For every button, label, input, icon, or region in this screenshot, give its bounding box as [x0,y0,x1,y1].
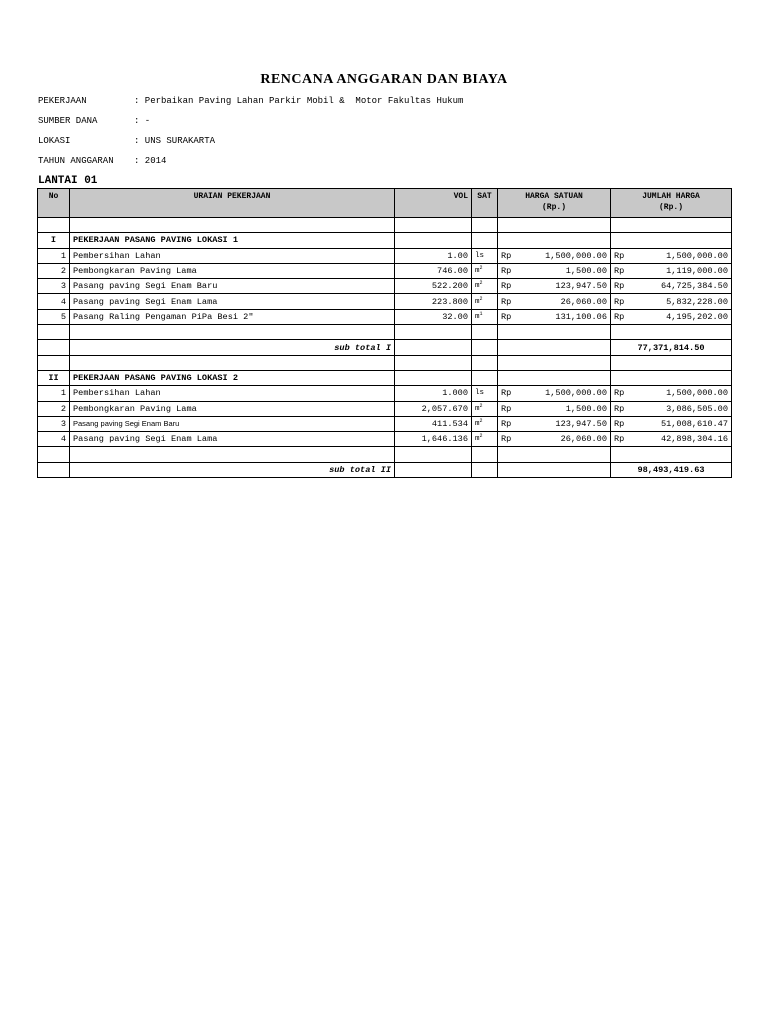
item-description: Pasang paving Segi Enam Baru [70,279,395,294]
currency-label: Rp [614,296,625,307]
meta-value: : - [134,116,151,126]
amount: 42,898,304.16 [660,434,728,445]
amount: 1,119,000.00 [666,266,728,277]
money-value [614,402,728,416]
money-value [501,279,607,293]
table-header-row [38,189,732,218]
empty-cell [70,325,395,340]
money-value [501,386,607,400]
unit-text: m [475,404,480,413]
col-header-harga-line2: (Rp.) [541,203,566,212]
unit-superscript: 2 [479,280,483,287]
currency-label: Rp [501,281,512,292]
empty-cell [498,370,611,385]
money-value [501,310,607,324]
currency-label: Rp [614,388,625,399]
item-unit [472,432,498,447]
money-value [501,432,607,446]
empty-cell [395,325,472,340]
item-description: Pasang Raling Pengaman PiPa Besi 2" [70,309,395,324]
subtotal-label: sub total I [70,340,395,355]
amount: 123,947.50 [555,419,607,429]
item-unit [472,248,498,263]
item-total-price [611,294,732,309]
item-volume: 746.00 [395,263,472,278]
empty-cell [611,325,732,340]
unit-text: ls [475,251,485,260]
item-total-price [611,386,732,401]
empty-cell [472,370,498,385]
item-description: Pembongkaran Paving Lama [70,401,395,416]
empty-cell [38,218,70,233]
item-unit-price [498,309,611,324]
item-unit-price [498,401,611,416]
empty-cell [38,447,70,462]
item-unit-price [498,386,611,401]
money-value [501,264,607,278]
amount: 1,500,000.00 [545,388,607,399]
item-unit [472,416,498,431]
meta-line [38,96,463,106]
item-unit-price [498,432,611,447]
amount: 26,060.00 [560,296,607,307]
money-value [614,417,728,431]
money-value [614,295,728,309]
empty-cell [472,355,498,370]
item-unit-price [498,294,611,309]
money-value [501,295,607,309]
subtotal-value: 98,493,419.63 [611,462,732,477]
amount: 26,060.00 [560,434,607,445]
item-unit [472,263,498,278]
item-unit [472,309,498,324]
empty-cell [472,233,498,248]
currency-label: Rp [501,266,512,277]
empty-cell [498,325,611,340]
col-header-vol: VOL [395,189,472,218]
empty-cell [395,340,472,355]
item-unit-price [498,416,611,431]
money-value [614,279,728,293]
item-number: 1 [38,386,70,401]
item-description: Pasang paving Segi Enam Lama [70,294,395,309]
empty-cell [395,355,472,370]
currency-label: Rp [614,403,625,414]
item-total-price [611,309,732,324]
currency-label: Rp [501,296,512,307]
empty-cell [498,233,611,248]
item-number: 5 [38,309,70,324]
meta-value: : UNS SURAKARTA [134,136,216,146]
meta-label: LOKASI [38,136,71,146]
empty-cell [395,370,472,385]
item-number: 3 [38,279,70,294]
amount: 131,100.06 [555,311,607,322]
subtotal-label: sub total II [70,462,395,477]
section-title: PEKERJAAN PASANG PAVING LOKASI 1 [70,233,395,248]
money-value [614,310,728,324]
empty-cell [498,447,611,462]
item-volume: 32.00 [395,309,472,324]
unit-text: m [475,420,480,428]
item-unit-price [498,279,611,294]
currency-label: Rp [501,388,512,399]
item-total-price [611,263,732,278]
item-number: 4 [38,294,70,309]
money-value [614,264,728,278]
unit-superscript: 2 [479,402,483,409]
empty-cell [611,370,732,385]
table-row [38,416,732,431]
floor-label: LANTAI 01 [38,175,98,187]
subtotal-row [38,340,732,355]
col-header-uraian: URAIAN PEKERJAAN [70,189,395,218]
empty-cell [395,218,472,233]
empty-cell [498,218,611,233]
empty-cell [611,355,732,370]
col-header-jumlah-line1: JUMLAH HARGA [642,192,700,201]
empty-cell [395,447,472,462]
amount: 5,832,228.00 [666,296,728,307]
budget-table [37,188,732,478]
section-title: PEKERJAAN PASANG PAVING LOKASI 2 [70,370,395,385]
currency-label: Rp [501,419,512,429]
empty-cell [472,218,498,233]
item-total-price [611,401,732,416]
empty-cell [472,462,498,477]
amount: 64,725,384.50 [660,281,728,292]
item-unit [472,386,498,401]
money-value [614,386,728,400]
col-header-jumlah [611,189,732,218]
empty-cell [395,462,472,477]
empty-cell [395,233,472,248]
empty-cell [472,325,498,340]
unit-superscript: 1 [479,310,483,317]
item-description: Pasang paving Segi Enam Baru [70,416,395,431]
section-number: I [38,233,70,248]
item-number: 3 [38,416,70,431]
currency-label: Rp [501,250,512,261]
amount: 51,008,610.47 [660,419,728,429]
money-value [614,432,728,446]
item-unit-price [498,263,611,278]
item-number: 1 [38,248,70,263]
empty-cell [70,355,395,370]
unit-superscript: 2 [479,433,483,440]
subtotal-row [38,462,732,477]
empty-cell [611,218,732,233]
item-volume: 1.00 [395,248,472,263]
item-unit [472,294,498,309]
empty-cell [38,325,70,340]
meta-label: TAHUN ANGGARAN [38,156,114,166]
item-unit [472,279,498,294]
empty-cell [38,340,70,355]
item-total-price [611,279,732,294]
table-row [38,248,732,263]
empty-cell [472,447,498,462]
meta-label: PEKERJAAN [38,96,87,106]
unit-text: m [475,312,480,321]
item-volume: 411.534 [395,416,472,431]
unit-text: ls [475,389,485,398]
item-total-price [611,248,732,263]
col-header-no: No [38,189,70,218]
currency-label: Rp [501,403,512,414]
item-volume: 522.200 [395,279,472,294]
table-row [38,279,732,294]
table-row [38,401,732,416]
currency-label: Rp [501,311,512,322]
empty-row [38,325,732,340]
amount: 1,500,000.00 [666,250,728,261]
item-description: Pembongkaran Paving Lama [70,263,395,278]
empty-cell [611,447,732,462]
item-unit-price [498,248,611,263]
empty-cell [611,233,732,248]
unit-text: m [475,435,480,444]
unit-superscript: 2 [479,295,483,302]
money-value [501,417,607,431]
empty-cell [498,462,611,477]
empty-cell [472,340,498,355]
unit-superscript: 2 [479,418,483,424]
subtotal-value: 77,371,814.50 [611,340,732,355]
item-number: 2 [38,401,70,416]
amount: 1,500,000.00 [666,388,728,399]
empty-cell [70,218,395,233]
item-number: 2 [38,263,70,278]
table-row [38,309,732,324]
col-header-harga-line1: HARGA SATUAN [525,192,583,201]
unit-text: m [475,267,480,276]
unit-superscript: 2 [479,265,483,272]
amount: 123,947.50 [555,281,607,292]
document-title: RENCANA ANGGARAN DAN BIAYA [260,72,508,87]
meta-line [38,136,215,146]
item-number: 4 [38,432,70,447]
item-volume: 1,646.136 [395,432,472,447]
currency-label: Rp [614,311,625,322]
currency-label: Rp [501,434,512,445]
item-volume: 223.800 [395,294,472,309]
currency-label: Rp [614,434,625,445]
amount: 1,500.00 [565,266,607,277]
col-header-jumlah-line2: (Rp.) [658,203,683,212]
item-volume: 2,057.670 [395,401,472,416]
meta-line [38,156,166,166]
table-row [38,386,732,401]
section-number: II [38,370,70,385]
table-row [38,432,732,447]
empty-cell [38,355,70,370]
meta-value: : Perbaikan Paving Lahan Parkir Mobil & Motor Fakultas Hukum [134,96,464,106]
currency-label: Rp [614,419,625,429]
col-header-sat: SAT [472,189,498,218]
amount: 4,195,202.00 [666,311,728,322]
col-header-harga [498,189,611,218]
currency-label: Rp [614,266,625,277]
currency-label: Rp [614,250,625,261]
empty-cell [38,462,70,477]
amount: 1,500.00 [565,403,607,414]
meta-line [38,116,150,126]
item-description: Pembersihan Lahan [70,248,395,263]
unit-text: m [475,282,480,291]
empty-cell [498,340,611,355]
amount: 1,500,000.00 [545,250,607,261]
empty-row [38,447,732,462]
table-row [38,294,732,309]
money-value [501,402,607,416]
amount: 3,086,505.00 [666,403,728,414]
item-volume: 1.000 [395,386,472,401]
empty-cell [70,447,395,462]
unit-text: m [475,297,480,306]
section-row [38,233,732,248]
section-row [38,370,732,385]
money-value [501,249,607,263]
currency-label: Rp [614,281,625,292]
meta-value: : 2014 [134,156,167,166]
empty-cell [498,355,611,370]
item-description: Pasang paving Segi Enam Lama [70,432,395,447]
item-description: Pembersihan Lahan [70,386,395,401]
item-total-price [611,432,732,447]
meta-label: SUMBER DANA [38,116,98,126]
table-row [38,263,732,278]
item-unit [472,401,498,416]
empty-row [38,218,732,233]
empty-row [38,355,732,370]
money-value [614,249,728,263]
item-total-price [611,416,732,431]
